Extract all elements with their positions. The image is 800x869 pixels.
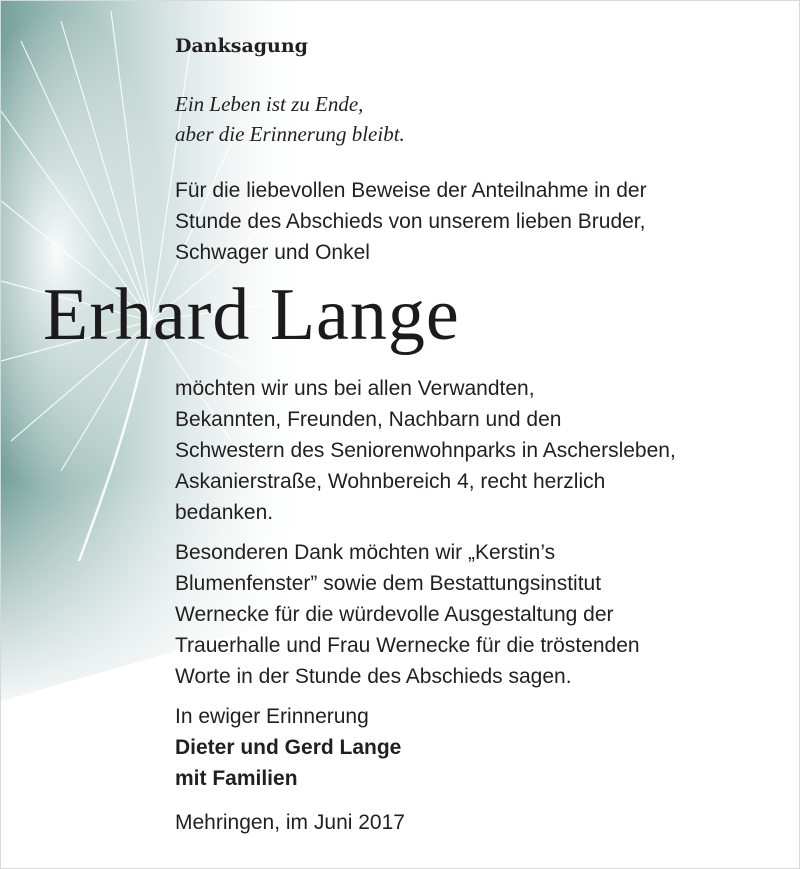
motto-line: aber die Erinnerung bleibt. [175, 122, 405, 146]
special-thanks-paragraph [175, 537, 640, 692]
special-thanks-line: Blumenfenster” sowie dem Bestattungsinstitut [175, 572, 602, 595]
thanks-line: bedanken. [175, 501, 274, 524]
special-thanks-line: Trauerhalle und Frau Wernecke für die tröstenden [175, 634, 640, 657]
special-thanks-line: Besonderen Dank möchten wir „Kerstin’s [175, 541, 556, 564]
signature-block [175, 701, 401, 794]
thanks-line: möchten wir uns bei allen Verwandten, [175, 377, 535, 400]
special-thanks-line: Worte in der Stunde des Abschieds sagen. [175, 665, 572, 688]
signatory-line: Dieter und Gerd Lange [175, 736, 402, 759]
thanks-line: Schwestern des Seniorenwohnparks in Aschersleben, [175, 439, 676, 462]
deceased-name: Erhard Lange [43, 274, 460, 356]
thanks-paragraph [175, 373, 676, 528]
intro-line: Schwager und Onkel [175, 241, 370, 264]
motto-line: Ein Leben ist zu Ende, [175, 92, 364, 116]
intro-line: Für die liebevollen Beweise der Anteilnahme in der [175, 179, 647, 202]
thanks-line: Bekannten, Freunden, Nachbarn und den [175, 408, 562, 431]
intro-paragraph [175, 175, 647, 268]
intro-line: Stunde des Abschieds von unserem lieben Bruder, [175, 210, 646, 233]
closing-line: In ewiger Erinnerung [175, 705, 369, 728]
signatory-line: mit Familien [175, 767, 298, 790]
notice-heading: Danksagung [175, 35, 308, 57]
thanks-line: Askanierstraße, Wohnbereich 4, recht herzlich [175, 470, 606, 493]
place-date: Mehringen, im Juni 2017 [175, 811, 405, 834]
special-thanks-line: Wernecke für die würdevolle Ausgestaltung der [175, 603, 614, 626]
motto [175, 89, 405, 149]
